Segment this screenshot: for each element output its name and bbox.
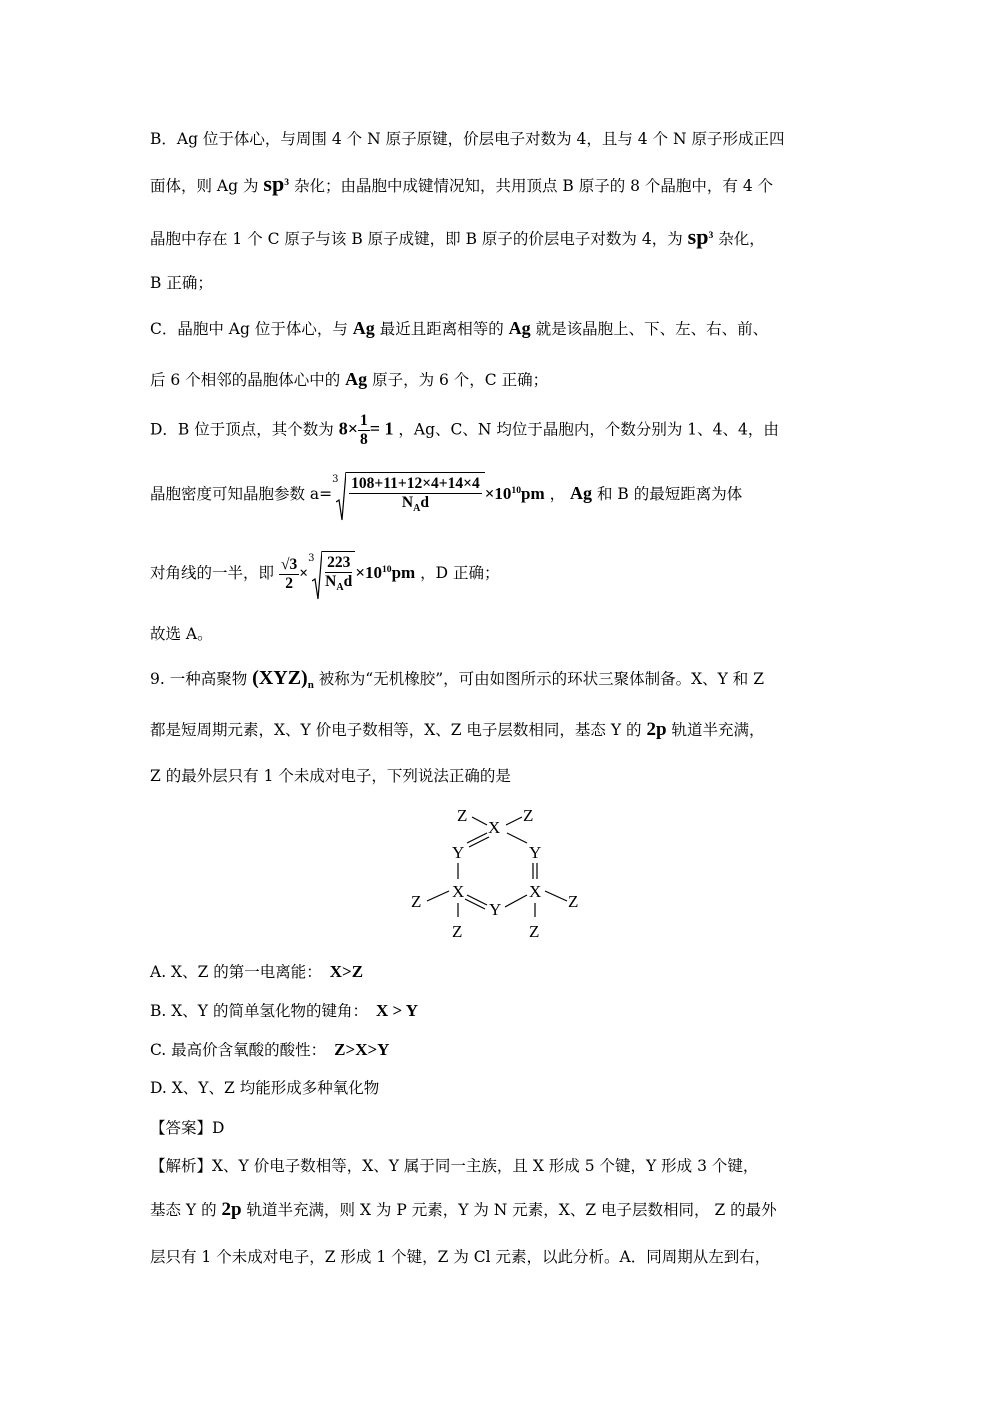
text-line: C．晶胞中 Ag 位于体心，与 Ag 最近且距离相等的 Ag 就是该晶胞上、下、左、右、前、 <box>150 318 769 338</box>
atom-z: Z <box>457 806 468 825</box>
text-line: 面体，则 Ag 为 $sp^3$ 杂化；由晶胞中成键情况知，共用顶点 B 原子的 8 个晶胞中，有 4 个 <box>150 171 774 197</box>
text-line: B．Ag 位于体心，与周围 4 个 N 原子原键，价层电子对数为 4，且与 4 个 N 原子形成正四 <box>150 130 785 148</box>
cube-root: 3 $\frac{108+11+12\times 4+14\times 4}{N_Ad}$ <box>332 472 485 518</box>
option-b: B. X、Y 的简单氢化物的键角： X > Y <box>150 1001 419 1020</box>
atom-x: X <box>488 818 501 837</box>
atom-z: Z <box>529 922 540 941</box>
question-line: 9. 一种高聚物 $(XYZ)_n$ 被称为“无机橡胶”，可由如图所示的环状三聚体制备。X、Y 和 Z <box>150 667 765 692</box>
answer-label: 【答案】 <box>150 1119 213 1137</box>
text-line: 故选 A。 <box>150 625 213 643</box>
answer-line <box>150 1118 224 1138</box>
formula-line: 晶胞密度可知晶胞参数 a= 3 $\frac{108+11+12\times 4+14\times 4}{N_Ad}$ $\times 10^{10}pm$ ， Ag 和 B 的最短距离为体 <box>150 472 742 518</box>
atom-x: X <box>452 882 465 901</box>
atom-y: Y <box>489 900 502 919</box>
fraction: $\frac{√3}{2}$ <box>280 555 298 592</box>
formula-line: D．B 位于顶点，其个数为 8× $\frac{1}{8}$ = 1 ，Ag、C、N 均位于晶胞内，个数分别为 1、4、4，由 <box>150 412 779 448</box>
text-line: 晶胞中存在 1 个 C 原子与该 B 原子成键，即 B 原子的价层电子对数为 4，为 $sp^3$ 杂化， <box>150 224 765 250</box>
atom-y: Y <box>452 843 465 862</box>
option-c: C. 最高价含氧酸的酸性： Z>X>Y <box>150 1040 390 1059</box>
analysis-line: 【解析】X、Y 价电子数相等，X、Y 属于同一主族，且 X 形成 5 个键，Y 形成 3 个键， <box>150 1157 759 1175</box>
atom-x: X <box>529 882 542 901</box>
analysis-line: 层只有 1 个未成对电子，Z 形成 1 个键，Z 为 Cl 元素，以此分析。A．同周期从左到右， <box>150 1248 771 1266</box>
question-line: Z 的最外层只有 1 个未成对电子，下列说法正确的是 <box>150 767 511 785</box>
fraction: $\frac{1}{8}$ <box>359 412 368 448</box>
text-line: 后 6 个相邻的晶胞体心中的 Ag 原子，为 6 个，C 正确； <box>150 369 549 389</box>
atom-y: Y <box>529 843 542 862</box>
text-line: B 正确； <box>150 274 213 292</box>
answer-value: D <box>212 1119 225 1137</box>
option-a: A. X、Z 的第一电离能： X>Z <box>150 962 364 981</box>
atom-z: Z <box>568 892 579 911</box>
option-d: D. X、Y、Z 均能形成多种氧化物 <box>150 1079 380 1097</box>
formula-line: 对角线的一半，即 $\frac{√3}{2}$ × 3 $\frac{223}{N_Ad}$ $\times 10^{10}pm$ ，D 正确； <box>150 551 500 597</box>
cube-root: 3 $\frac{223}{N_Ad}$ <box>308 551 355 597</box>
cyclic-trimer-diagram <box>405 803 595 943</box>
atom-z: Z <box>523 806 534 825</box>
atom-z: Z <box>452 922 463 941</box>
analysis-label: 【解析】 <box>150 1157 213 1175</box>
analysis-line: 基态 Y 的 2p 轨道半充满，则 X 为 P 元素，Y 为 N 元素，X、Z 电子层数相同， Z 的最外 <box>150 1199 777 1220</box>
question-line: 都是短周期元素，X、Y 价电子数相等，X、Z 电子层数相同，基态 Y 的 2p 轨道半充满， <box>150 719 765 740</box>
atom-z: Z <box>411 892 422 911</box>
